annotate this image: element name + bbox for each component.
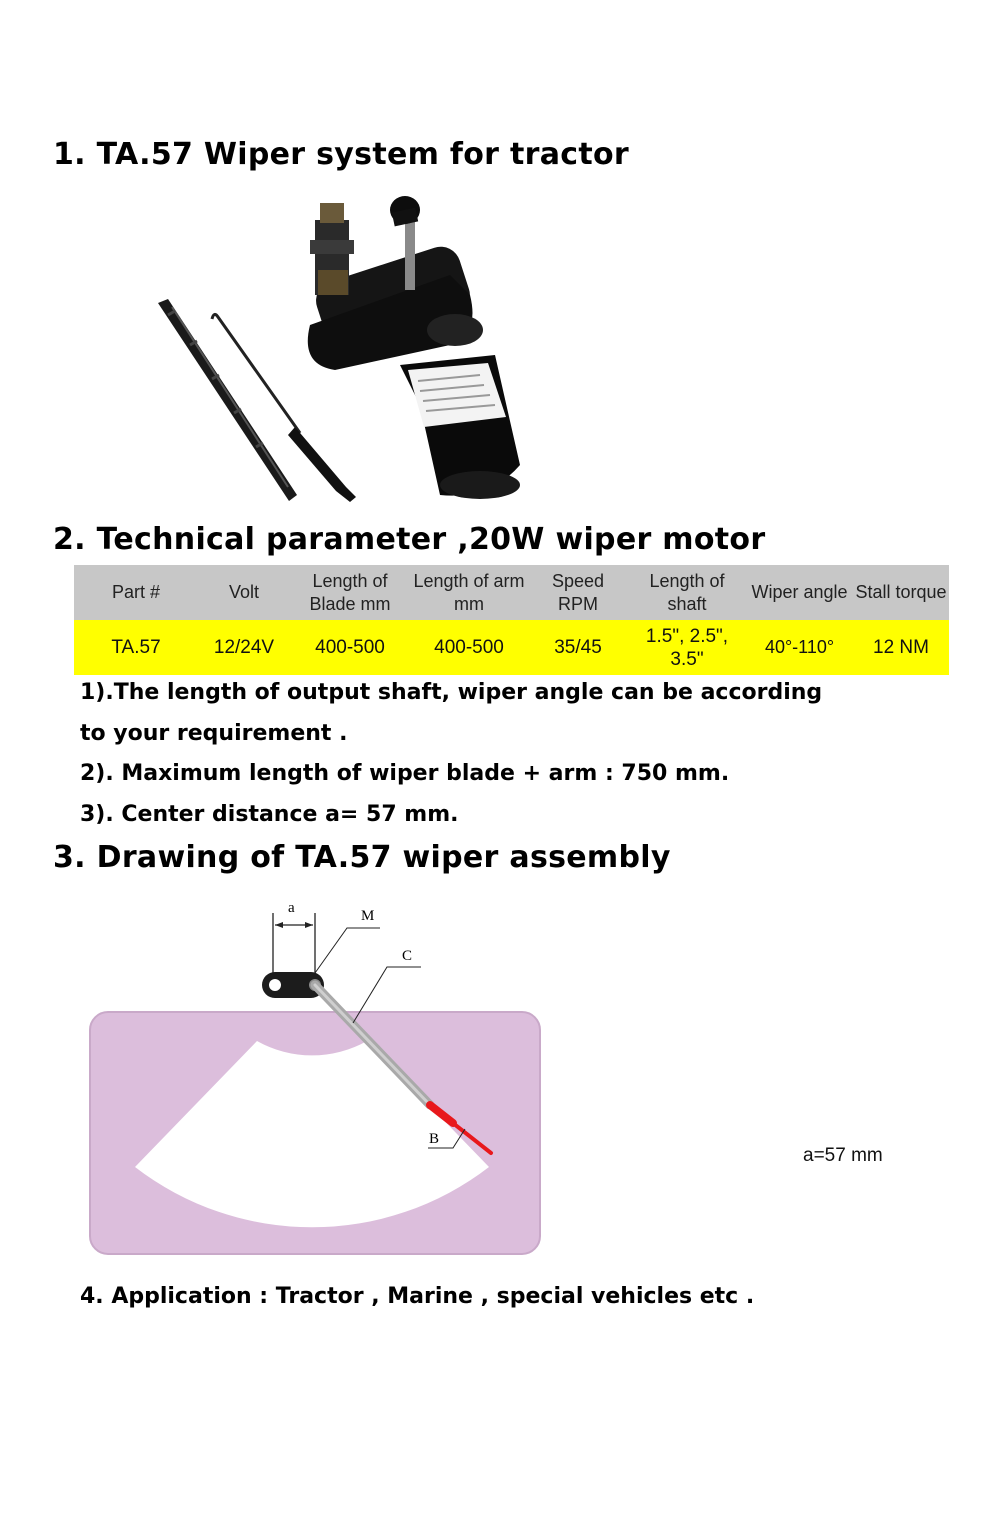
note-3: 3). Center distance a= 57 mm.	[80, 802, 459, 827]
header-volt: Volt	[198, 565, 290, 620]
note-2: 2). Maximum length of wiper blade + arm : 750 mm.	[80, 761, 730, 786]
label-m: M	[361, 908, 375, 924]
cell-blade-length: 400-500	[290, 620, 410, 675]
section-title-drawing: 3. Drawing of TA.57 wiper assembly	[53, 840, 671, 875]
label-b: B	[429, 1131, 440, 1147]
label-a: a	[288, 900, 295, 916]
dimension-a	[273, 900, 315, 977]
cell-arm-length: 400-500	[410, 620, 528, 675]
cell-speed: 35/45	[528, 620, 628, 675]
header-arm-length: Length of arm mm	[410, 565, 528, 620]
cell-wiper-angle: 40°-110°	[746, 620, 853, 675]
table-header-row	[74, 565, 949, 620]
table-row	[74, 620, 949, 675]
header-stall-torque: Stall torque	[853, 565, 949, 620]
application-text: 4. Application : Tractor , Marine , special vehicles etc .	[80, 1284, 755, 1309]
technical-parameter-table	[74, 565, 949, 675]
cell-stall-torque: 12 NM	[853, 620, 949, 675]
note-1-line-2: to your requirement .	[80, 721, 348, 746]
cell-part-number: TA.57	[74, 620, 198, 675]
header-speed: Speed RPM	[528, 565, 628, 620]
center-distance-label: a=57 mm	[803, 1145, 883, 1166]
cell-volt: 12/24V	[198, 620, 290, 675]
header-shaft-length: Length of shaft	[628, 565, 746, 620]
header-wiper-angle: Wiper angle	[746, 565, 853, 620]
wiper-motor-product-image	[150, 195, 530, 515]
wiper-motor-image	[308, 196, 520, 499]
header-blade-length: Length of Blade mm	[290, 565, 410, 620]
cell-shaft-length: 1.5", 2.5", 3.5"	[628, 620, 746, 675]
note-1-line-1: 1).The length of output shaft, wiper angle can be according	[80, 680, 823, 705]
section-title-technical-parameter: 2. Technical parameter ,20W wiper motor	[53, 522, 766, 557]
header-part-number: Part #	[74, 565, 198, 620]
label-c: C	[402, 948, 413, 964]
wiper-assembly-drawing	[85, 895, 545, 1265]
section-title-wiper-system: 1. TA.57 Wiper system for tractor	[53, 137, 630, 172]
